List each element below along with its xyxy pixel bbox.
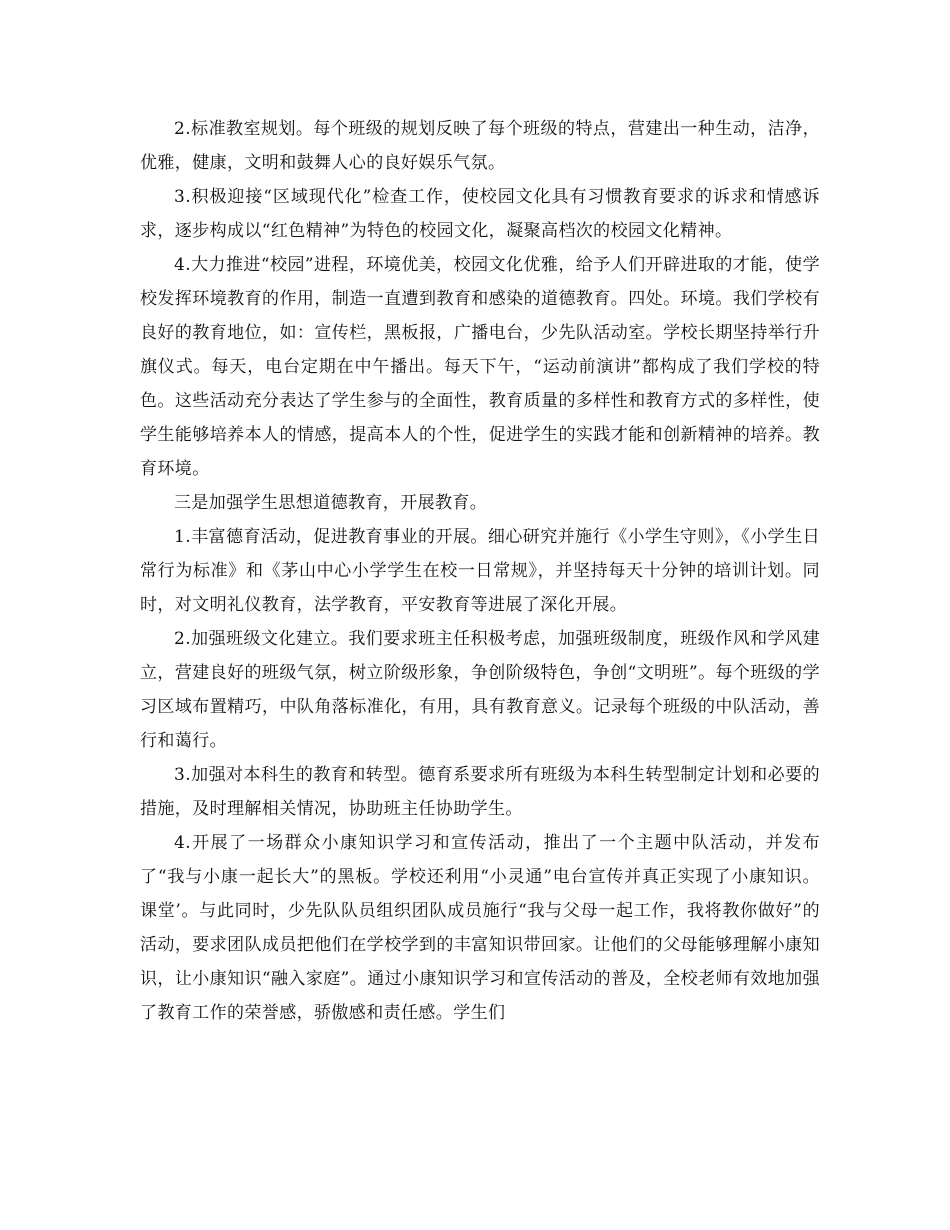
paragraph-regional-modernization: 3.积极迎接“区域现代化”检查工作，使校园文化具有习惯教育要求的诉求和情感诉求，逐步构成以“红色精神”为特色的校园文化，凝聚高档次的校园文化精神。 [140,187,820,241]
paragraph-classroom-planning: 2.标准教室规划。每个班级的规划反映了每个班级的特点，营建出一种生动，洁净，优雅，健康，文明和鼓舞人心的良好娱乐气氛。 [140,119,820,173]
paragraph-campus-process: 4.大力推进“校园”进程，环境优美，校园文化优雅，给予人们开辟进取的才能，使学校发挥环境教育的作用，制造一直遭到教育和感染的道德教育。四处。环境。我们学校有良好的教育地位，如：宣传栏，黑板报，广播电台，少先队活动室。学校长期坚持举行升旗仪式。每天，电台定期在中午播出。每天下午，“运动前演讲”都构成了我们学校的特色。这些活动充分表达了学生参与的全面性，教育质量的多样性和教育方式的多样性，使学生能够培养本人的情感，提高本人的个性，促进学生的实践才能和创新精神的培养。教育环境。 [140,255,820,479]
paragraph-section-heading: 三是加强学生思想道德教育，开展教育。 [174,493,488,513]
paragraph-xiaokang-knowledge: 4.开展了一场群众小康知识学习和宣传活动，推出了一个主题中队活动，并发布了“我与小康一起长大”的黑板。学校还利用“小灵通”电台宣传并真正实现了小康知识。课堂’。与此同时，少先队队员组织团队成员施行“我与父母一起工作，我将教你做好”的活动，要求团队成员把他们在学校学到的丰富知识带回家。让他们的父母能够理解小康知识，让小康知识“融入家庭”。通过小康知识学习和宣传活动的普及，全校老师有效地加强了教育工作的荣誉感，骄傲感和责任感。学生们 [140,833,820,1023]
paragraph-moral-activities: 1.丰富德育活动，促进教育事业的开展。细心研究并施行《小学生守则》，《小学生日常行为标准》和《茅山中心小学学生在校一日常规》，并坚持每天十分钟的培训计划。同时，对文明礼仪教育，法学教育，平安教育等进展了深化开展。 [140,527,820,615]
document-body [140,112,820,1030]
paragraph-student-transformation: 3.加强对本科生的教育和转型。德育系要求所有班级为本科生转型制定计划和必要的措施，及时理解相关情况，协助班主任协助学生。 [140,765,820,819]
paragraph-class-culture: 2.加强班级文化建立。我们要求班主任积极考虑，加强班级制度，班级作风和学风建立，营建良好的班级气氛，树立阶级形象，争创阶级特色，争创“文明班”。每个班级的学习区域布置精巧，中队角落标准化，有用，具有教育意义。记录每个班级的中队活动，善行和蔼行。 [140,629,820,751]
